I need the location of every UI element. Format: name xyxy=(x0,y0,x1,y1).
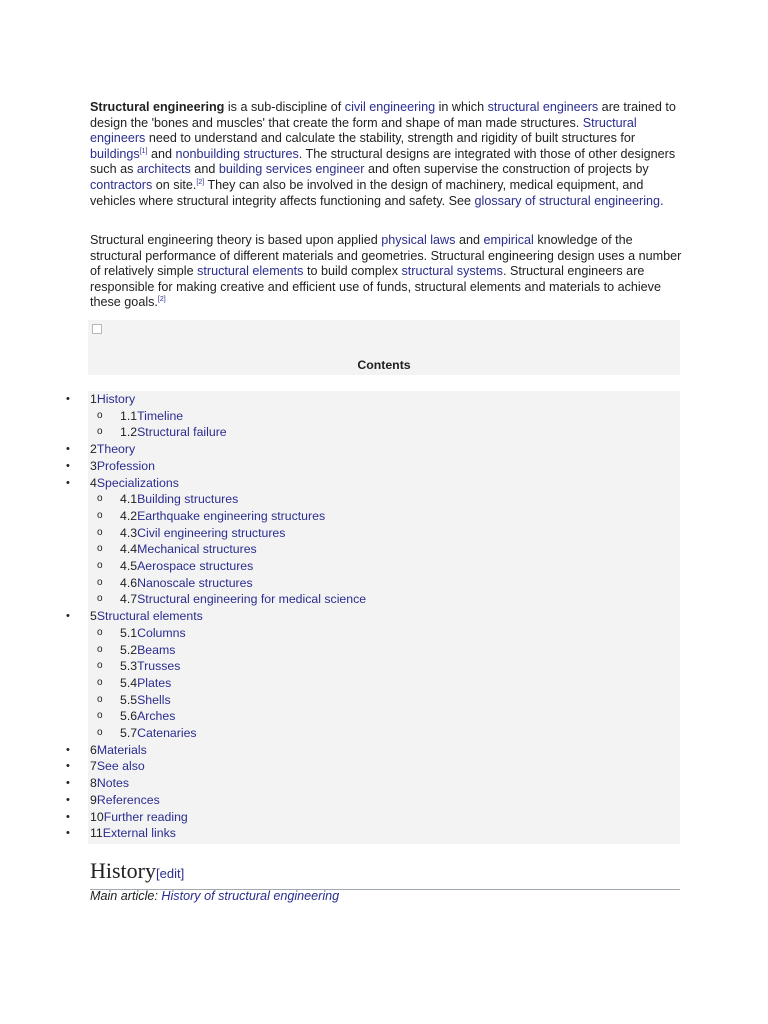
inline-link[interactable]: nonbuilding structures xyxy=(175,146,299,161)
toc-number: 5.4 xyxy=(120,675,138,690)
toc-number: 6 xyxy=(90,742,97,757)
toc-entry xyxy=(90,608,203,624)
inline-link[interactable]: structural systems xyxy=(401,264,503,279)
bullet-icon: • xyxy=(66,393,70,405)
toc-number: 5 xyxy=(90,609,97,624)
toc-number: 4.2 xyxy=(120,508,138,523)
sub-bullet-icon: o xyxy=(97,409,103,421)
toc-link[interactable]: External links xyxy=(102,826,176,841)
history-heading xyxy=(90,856,680,890)
toc-link[interactable]: Mechanical structures xyxy=(137,542,257,557)
toc-entry xyxy=(90,809,188,825)
toc-number: 4.1 xyxy=(120,492,138,507)
toc-entry xyxy=(120,491,238,507)
toc-number: 1.1 xyxy=(120,408,138,423)
toc-number: 4.7 xyxy=(120,592,138,607)
toc-link[interactable]: Theory xyxy=(96,442,136,457)
text-run: Structural engineering theory is based upon applied xyxy=(90,233,382,247)
toc-number: 4.6 xyxy=(120,575,138,590)
toc-entry xyxy=(120,658,180,674)
toc-entry xyxy=(120,642,175,658)
toc-number: 11 xyxy=(90,826,103,841)
toc-number: 4.3 xyxy=(120,525,138,540)
toc-entry xyxy=(120,575,253,591)
sub-bullet-icon: o xyxy=(97,626,103,638)
sub-bullet-icon: o xyxy=(97,593,103,605)
toc-link[interactable]: Nanoscale structures xyxy=(137,575,253,590)
toc-entry xyxy=(120,525,285,541)
sub-bullet-icon: o xyxy=(97,560,103,571)
toc-link[interactable]: Earthquake engineering structures xyxy=(137,508,326,523)
toc-entry xyxy=(120,591,366,607)
inline-link[interactable]: empirical xyxy=(483,233,534,247)
toc-entry xyxy=(90,742,147,758)
toc-number: 5.7 xyxy=(120,726,138,740)
toc-link[interactable]: Beams xyxy=(137,642,176,657)
inline-link[interactable]: glossary of structural engineering xyxy=(474,193,661,208)
inline-link[interactable]: buildings xyxy=(90,146,140,161)
toc-entry xyxy=(120,708,175,724)
toc-entry xyxy=(90,792,160,808)
toc-number: 5.2 xyxy=(120,642,138,657)
toc-link[interactable]: Materials xyxy=(96,742,147,757)
toc-toggle-checkbox[interactable] xyxy=(92,324,102,334)
bullet-icon: • xyxy=(66,610,70,623)
toc-title: Contents xyxy=(357,358,411,372)
main-article-prefix: Main article: xyxy=(90,889,162,903)
toc-link[interactable]: Building structures xyxy=(137,492,239,507)
sub-bullet-icon: o xyxy=(97,693,103,705)
text-run: knowledge of the structural performance of different materials and geometries. Structural engineering design uses a number of relatively simple xyxy=(90,233,682,279)
main-article-note xyxy=(90,889,339,903)
toc-link[interactable]: Civil engineering structures xyxy=(137,525,286,540)
toc-number: 5.6 xyxy=(120,709,138,724)
bullet-icon: • xyxy=(66,810,70,823)
text-run: need to understand and calculate the stability, strength and rigidity of built structures for xyxy=(145,131,636,146)
toc-number: 5.5 xyxy=(120,692,138,707)
text-run: . xyxy=(660,193,664,208)
sub-bullet-icon: o xyxy=(97,493,103,505)
sub-bullet-icon: o xyxy=(97,426,103,438)
text-run: . Structural engineers are responsible for making creative and efficient use of funds, structural elements and materials to achieve these goals. xyxy=(90,264,661,310)
intro-paragraph-1 xyxy=(90,100,682,209)
toc-entry xyxy=(90,758,145,774)
toc-number: 2 xyxy=(90,442,97,457)
history-edit-link[interactable]: [edit] xyxy=(156,866,185,881)
toc-number: 4.4 xyxy=(120,542,138,557)
toc-link[interactable]: Aerospace structures xyxy=(137,559,254,573)
sub-bullet-icon: o xyxy=(97,509,103,521)
toc-entry xyxy=(120,508,325,524)
sub-bullet-icon: o xyxy=(97,676,103,688)
toc-link[interactable]: Profession xyxy=(96,458,155,473)
text-run: and xyxy=(455,233,484,247)
toc-entry xyxy=(120,408,183,424)
text-run: They can also be involved in the design of machinery, medical equipment, and vehicles where structural integrity affects functioning and safety. See xyxy=(90,177,644,208)
main-article-link[interactable]: History of structural engineering xyxy=(161,889,340,903)
bullet-icon: • xyxy=(66,459,70,472)
text-run: are trained to design the 'bones and muscles' that create the form and shape of man made structures. xyxy=(90,100,676,130)
inline-link[interactable]: civil engineering xyxy=(344,100,436,114)
bullet-icon: • xyxy=(66,476,70,489)
toc-number: 5.3 xyxy=(120,659,138,674)
bullet-icon: • xyxy=(66,777,70,790)
toc-number: 7 xyxy=(90,759,97,774)
bullet-icon: • xyxy=(66,793,70,806)
sub-bullet-icon: o xyxy=(97,643,103,655)
toc-number: 9 xyxy=(90,792,97,807)
toc-number: 3 xyxy=(90,458,97,473)
text-run: and xyxy=(190,162,219,177)
toc-entry xyxy=(120,424,227,440)
toc-link[interactable]: Trusses xyxy=(137,659,181,674)
toc-entry xyxy=(90,775,129,791)
toc-link[interactable]: Notes xyxy=(96,776,129,791)
toc-number: 4.5 xyxy=(120,559,138,573)
toc-number: 4 xyxy=(90,475,97,490)
toc-entry xyxy=(90,475,179,491)
toc-number: 5.1 xyxy=(120,625,138,640)
inline-link[interactable]: architects xyxy=(136,162,191,177)
toc-entry xyxy=(90,441,135,457)
text-run: on site. xyxy=(152,177,197,192)
inline-link[interactable]: building services engineer xyxy=(218,162,365,177)
toc-entry xyxy=(90,458,155,474)
toc-link[interactable]: Structural elements xyxy=(96,609,203,624)
toc-link[interactable]: References xyxy=(96,792,160,807)
text-run: is a sub-discipline of xyxy=(224,100,345,114)
toc-link[interactable]: Columns xyxy=(137,625,186,640)
toc-link[interactable]: Timeline xyxy=(137,408,184,423)
sub-bullet-icon: o xyxy=(97,526,103,538)
inline-link[interactable]: contractors xyxy=(90,177,153,192)
inline-link[interactable]: structural engineers xyxy=(487,100,599,114)
toc-link[interactable]: Arches xyxy=(137,709,176,724)
toc-entry xyxy=(120,558,253,574)
toc-link[interactable]: Structural engineering for medical science xyxy=(137,592,367,607)
toc-entry xyxy=(120,625,186,641)
text-run: and often supervise the construction of projects by xyxy=(364,162,649,177)
inline-link[interactable]: physical laws xyxy=(381,233,456,247)
text-run: in which xyxy=(435,100,488,114)
inline-link[interactable]: structural elements xyxy=(197,264,304,279)
toc-link[interactable]: Further reading xyxy=(103,809,188,824)
sub-bullet-icon: o xyxy=(97,576,103,588)
toc-entry xyxy=(90,391,135,407)
sub-bullet-icon: o xyxy=(97,660,103,672)
toc-link[interactable]: Shells xyxy=(137,692,171,707)
toc-link[interactable]: History xyxy=(96,392,136,406)
toc-number: 10 xyxy=(90,809,104,824)
sub-bullet-icon: o xyxy=(97,710,103,722)
sub-bullet-icon: o xyxy=(97,727,103,738)
toc-link[interactable]: See also xyxy=(96,759,145,774)
toc-entry xyxy=(120,541,257,557)
citation-ref[interactable]: [2] xyxy=(196,178,205,186)
toc-link[interactable]: Catenaries xyxy=(137,726,197,740)
toc-link[interactable]: Specializations xyxy=(96,475,179,490)
toc-entry xyxy=(90,825,176,841)
toc-number: 1 xyxy=(90,392,97,406)
toc-entry xyxy=(120,675,171,691)
citation-ref[interactable]: [1] xyxy=(139,147,148,155)
sub-bullet-icon: o xyxy=(97,543,103,555)
article-subject: Structural engineering xyxy=(90,100,225,114)
text-run: and xyxy=(147,146,176,161)
text-run: . The structural designs are integrated with those of other designers such as xyxy=(90,146,676,177)
bullet-icon: • xyxy=(66,827,70,840)
text-run: to build complex xyxy=(303,264,402,279)
bullet-icon: • xyxy=(66,443,70,456)
citation-ref[interactable]: [2] xyxy=(157,296,166,304)
bullet-icon: • xyxy=(66,760,70,773)
toc-entry xyxy=(120,692,171,708)
toc-number: 8 xyxy=(90,776,97,791)
toc-number: 1.2 xyxy=(120,425,138,440)
toc-link[interactable]: Plates xyxy=(137,675,172,690)
bullet-icon: • xyxy=(66,743,70,756)
inline-link[interactable]: Structural engineers xyxy=(90,115,637,146)
history-heading-text: History xyxy=(90,858,156,883)
toc-entry xyxy=(120,725,197,741)
intro-paragraph-2 xyxy=(90,233,682,311)
toc-link[interactable]: Structural failure xyxy=(137,425,227,440)
